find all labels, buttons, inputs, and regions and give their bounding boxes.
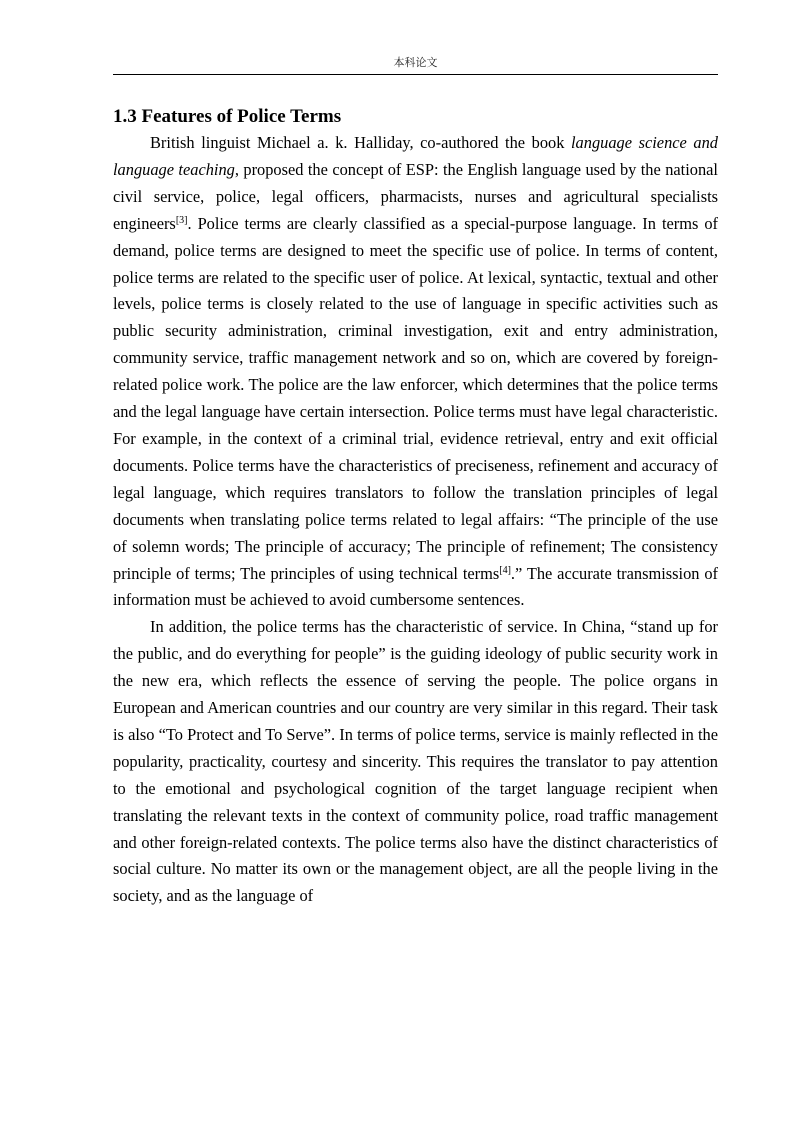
body-paragraph-1 xyxy=(113,130,718,614)
body-paragraph-2: In addition, the police terms has the characteristic of service. In China, “stand up for the public, and do everything for people” is the guiding ideology of public security work in the new era, which reflects the essence of serving the people. The police organs in European and American countries and our country are very similar in this regard. Their task is also “To Protect and To Serve”. In terms of police terms, service is mainly reflected in the popularity, practicality, courtesy and sincerity. This requires the translator to pay attention to the emotional and psychological cognition of the target language recipient when translating the relevant texts in the context of community police, road traffic management and other foreign-related contexts. The police terms also have the distinct characteristics of social culture. No matter its own or the management object, are all the people living in the society, and as the language of xyxy=(113,617,718,906)
citation-3: [3] xyxy=(175,214,188,226)
book-title: language science and language teaching xyxy=(113,133,718,179)
running-header xyxy=(113,56,718,75)
running-header-title: 本科论文 xyxy=(393,56,438,69)
section-heading: 1.3 Features of Police Terms xyxy=(113,106,342,127)
paragraph-1-text-d: .” The accurate transmission of information must be achieved to avoid cumbersome sentences. xyxy=(113,563,718,610)
paragraph-1-text-c: . Police terms are clearly classified as a special-purpose language. In terms of demand, police terms are designed to meet the specific use of police. In terms of content, police terms are related to the specific user of police. At lexical, syntactic, textual and other levels, police terms is closely related to the use of language in specific activities such as public security administration, criminal investigation, exit and entry administration, community service, traffic management network and so on, which are covered by foreign-related police work. The police are the law enforcer, which determines that the police terms and the legal language have certain intersection. Police terms must have legal characteristic. For example, in the context of a criminal trial, evidence retrieval, entry and exit official documents. Police terms have the characteristics of preciseness, refinement and accuracy of legal language, which requires translators to follow the translation principles of legal documents when translating police terms related to legal affairs: “The principle of the use of solemn words; The principle of accuracy; The principle of refinement; The consistency principle of terms; The principles of using technical terms xyxy=(113,213,718,583)
paragraph-1-text-b: , proposed the concept of ESP: the English language used by the national civil service, police, legal officers, pharmacists, nurses and agricultural specialists engineers xyxy=(113,159,718,233)
citation-4: [4] xyxy=(499,564,511,576)
page-body xyxy=(113,103,718,910)
paragraph-1-text-a: British linguist Michael a. k. Halliday, co-authored the book xyxy=(150,133,571,152)
